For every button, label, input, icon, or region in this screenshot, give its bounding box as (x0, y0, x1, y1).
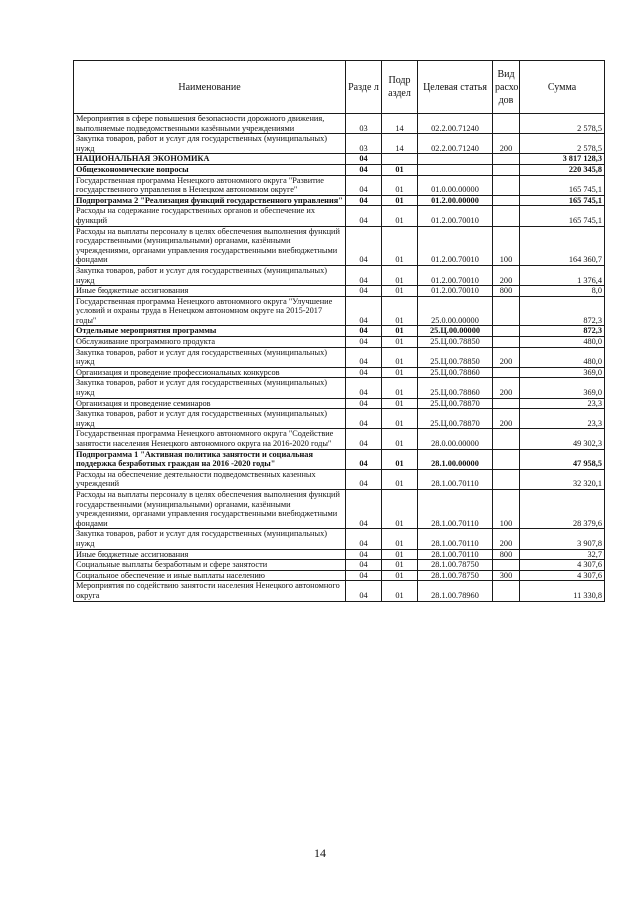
row-podrazdel: 01 (382, 378, 418, 398)
row-name: Подпрограмма 2 "Реализация функций государственного управления" (74, 195, 346, 206)
row-target: 25.Ц.00.78860 (418, 367, 493, 378)
row-vid (493, 175, 520, 195)
row-name: Закупка товаров, работ и услуг для государственных (муниципальных) нужд (74, 265, 346, 285)
row-vid (493, 337, 520, 348)
row-razdel: 04 (346, 429, 382, 449)
row-name: Расходы на содержание государственных органов и обеспечение их функций (74, 206, 346, 226)
table-row (74, 549, 605, 560)
row-razdel: 04 (346, 489, 382, 528)
row-razdel: 04 (346, 206, 382, 226)
row-vid: 200 (493, 409, 520, 429)
row-target: 01.2.00.70010 (418, 226, 493, 265)
row-razdel: 04 (346, 337, 382, 348)
row-target: 01.2.00.70010 (418, 286, 493, 297)
row-name: Иные бюджетные ассигнования (74, 286, 346, 297)
row-podrazdel: 14 (382, 134, 418, 154)
row-sum: 32,7 (520, 549, 605, 560)
row-target: 25.Ц.00.78870 (418, 409, 493, 429)
row-target: 28.1.00.00000 (418, 449, 493, 469)
row-sum: 480,0 (520, 337, 605, 348)
table-row (74, 489, 605, 528)
header-sum: Сумма (520, 61, 605, 114)
row-podrazdel: 01 (382, 286, 418, 297)
table-row (74, 347, 605, 367)
row-target: 25.Ц.00.78870 (418, 398, 493, 409)
row-vid (493, 296, 520, 326)
row-target: 01.2.00.70010 (418, 206, 493, 226)
row-target (418, 154, 493, 165)
table-row (74, 326, 605, 337)
row-sum: 3 817 128,3 (520, 154, 605, 165)
table-row (74, 570, 605, 581)
table-row (74, 296, 605, 326)
table-row (74, 265, 605, 285)
row-podrazdel: 01 (382, 226, 418, 265)
row-sum: 28 379,6 (520, 489, 605, 528)
row-vid: 200 (493, 347, 520, 367)
row-razdel: 04 (346, 326, 382, 337)
table-row (74, 560, 605, 571)
row-podrazdel: 01 (382, 367, 418, 378)
row-razdel: 04 (346, 469, 382, 489)
header-name: Наименование (74, 61, 346, 114)
row-target: 28.1.00.78960 (418, 581, 493, 601)
row-razdel: 04 (346, 175, 382, 195)
table-row (74, 114, 605, 134)
row-target: 28.1.00.70110 (418, 489, 493, 528)
row-podrazdel: 01 (382, 296, 418, 326)
row-name: Государственная программа Ненецкого автономного округа "Содействие занятости населения Ненецкого автономного округа на 2016-2020 годы" (74, 429, 346, 449)
row-name: Государственная программа Ненецкого автономного округа "Улучшение условий и охраны труда в Ненецком автономном округе на 2015-2017 годы" (74, 296, 346, 326)
row-razdel: 04 (346, 226, 382, 265)
row-razdel: 04 (346, 195, 382, 206)
row-podrazdel: 01 (382, 581, 418, 601)
row-sum: 4 307,6 (520, 560, 605, 571)
row-vid (493, 326, 520, 337)
row-name: Расходы на выплаты персоналу в целях обеспечения выполнения функций государственными (муниципальными) органами, казёнными учреждениями, органами управления государственными внебюджетными фондами (74, 489, 346, 528)
row-name: Расходы на обеспечение деятельности подведомственных казенных учреждений (74, 469, 346, 489)
row-vid: 800 (493, 549, 520, 560)
row-vid: 200 (493, 134, 520, 154)
row-sum: 165 745,1 (520, 206, 605, 226)
row-sum: 165 745,1 (520, 175, 605, 195)
table-row (74, 226, 605, 265)
row-podrazdel: 01 (382, 469, 418, 489)
table-row (74, 409, 605, 429)
table-row (74, 175, 605, 195)
row-name: Социальные выплаты безработным и сфере занятости (74, 560, 346, 571)
row-podrazdel: 01 (382, 206, 418, 226)
row-name: Иные бюджетные ассигнования (74, 549, 346, 560)
row-vid (493, 164, 520, 175)
row-sum: 2 578,5 (520, 134, 605, 154)
header-razdel: Разде л (346, 61, 382, 114)
row-vid: 200 (493, 529, 520, 549)
table-row (74, 286, 605, 297)
row-vid (493, 206, 520, 226)
row-sum: 32 320,1 (520, 469, 605, 489)
row-name: Общеэкономические вопросы (74, 164, 346, 175)
row-target: 25.0.00.00000 (418, 296, 493, 326)
table-row (74, 154, 605, 165)
row-sum: 47 958,5 (520, 449, 605, 469)
row-sum: 23,3 (520, 398, 605, 409)
row-vid (493, 449, 520, 469)
row-name: Организация и проведение семинаров (74, 398, 346, 409)
row-target: 25.Ц.00.78860 (418, 378, 493, 398)
row-target: 28.1.00.70110 (418, 469, 493, 489)
row-razdel: 04 (346, 378, 382, 398)
row-target: 01.2.00.00000 (418, 195, 493, 206)
table-row (74, 529, 605, 549)
row-razdel: 04 (346, 164, 382, 175)
table-row (74, 134, 605, 154)
row-podrazdel: 01 (382, 570, 418, 581)
row-vid: 800 (493, 286, 520, 297)
row-vid (493, 114, 520, 134)
row-vid (493, 398, 520, 409)
table-row (74, 398, 605, 409)
row-name: Закупка товаров, работ и услуг для государственных (муниципальных) нужд (74, 347, 346, 367)
row-target: 25.Ц.00.78850 (418, 337, 493, 348)
row-sum: 220 345,8 (520, 164, 605, 175)
row-podrazdel: 01 (382, 347, 418, 367)
row-podrazdel: 01 (382, 529, 418, 549)
table-row (74, 367, 605, 378)
row-sum: 872,3 (520, 296, 605, 326)
row-sum: 23,3 (520, 409, 605, 429)
row-vid: 100 (493, 489, 520, 528)
row-razdel: 04 (346, 560, 382, 571)
row-target: 28.0.00.00000 (418, 429, 493, 449)
row-razdel: 04 (346, 296, 382, 326)
row-razdel: 04 (346, 154, 382, 165)
row-target: 28.1.00.78750 (418, 570, 493, 581)
row-target: 02.2.00.71240 (418, 134, 493, 154)
row-target: 01.0.00.00000 (418, 175, 493, 195)
row-razdel: 03 (346, 134, 382, 154)
row-razdel: 04 (346, 570, 382, 581)
row-razdel: 04 (346, 286, 382, 297)
header-vid: Вид расхо дов (493, 61, 520, 114)
row-podrazdel: 01 (382, 449, 418, 469)
table-header (74, 61, 605, 114)
row-podrazdel: 01 (382, 409, 418, 429)
row-razdel: 04 (346, 265, 382, 285)
row-podrazdel: 01 (382, 326, 418, 337)
row-podrazdel: 01 (382, 560, 418, 571)
row-vid (493, 469, 520, 489)
row-name: Обслуживание программного продукта (74, 337, 346, 348)
table-row (74, 164, 605, 175)
row-podrazdel: 01 (382, 337, 418, 348)
row-sum: 369,0 (520, 367, 605, 378)
row-name: Закупка товаров, работ и услуг для государственных (муниципальных) нужд (74, 378, 346, 398)
row-name: Государственная программа Ненецкого автономного округа "Развитие государственного управления в Ненецком автономном округе" (74, 175, 346, 195)
row-vid (493, 581, 520, 601)
row-razdel: 04 (346, 398, 382, 409)
row-target: 25.Ц.00.78850 (418, 347, 493, 367)
row-podrazdel: 01 (382, 164, 418, 175)
row-podrazdel: 01 (382, 195, 418, 206)
table-row (74, 449, 605, 469)
row-vid (493, 195, 520, 206)
page-number: 14 (314, 846, 326, 860)
header-target: Целевая статья (418, 61, 493, 114)
table-body (74, 114, 605, 602)
row-sum: 164 360,7 (520, 226, 605, 265)
row-podrazdel (382, 154, 418, 165)
row-podrazdel: 14 (382, 114, 418, 134)
row-name: Расходы на выплаты персоналу в целях обеспечения выполнения функций государственными (муниципальными) органами, казёнными учреждениями, органами управления государственными внебюджетными фондами (74, 226, 346, 265)
row-vid: 300 (493, 570, 520, 581)
row-target (418, 164, 493, 175)
row-target: 02.2.00.71240 (418, 114, 493, 134)
row-target: 28.1.00.70110 (418, 529, 493, 549)
row-vid (493, 154, 520, 165)
header-podrazdel: Подр аздел (382, 61, 418, 114)
row-target: 28.1.00.70110 (418, 549, 493, 560)
budget-table (73, 60, 605, 602)
row-sum: 11 330,8 (520, 581, 605, 601)
table-row (74, 429, 605, 449)
row-podrazdel: 01 (382, 265, 418, 285)
row-razdel: 04 (346, 529, 382, 549)
row-target: 01.2.00.70010 (418, 265, 493, 285)
row-sum: 3 907,8 (520, 529, 605, 549)
row-podrazdel: 01 (382, 175, 418, 195)
row-podrazdel: 01 (382, 489, 418, 528)
row-razdel: 04 (346, 549, 382, 560)
row-razdel: 04 (346, 347, 382, 367)
row-name: Социальное обеспечение и иные выплаты населению (74, 570, 346, 581)
table-row (74, 337, 605, 348)
row-sum: 480,0 (520, 347, 605, 367)
row-vid: 200 (493, 378, 520, 398)
row-vid (493, 367, 520, 378)
row-sum: 872,3 (520, 326, 605, 337)
row-sum: 165 745,1 (520, 195, 605, 206)
row-podrazdel: 01 (382, 549, 418, 560)
row-sum: 1 376,4 (520, 265, 605, 285)
row-name: Отдельные мероприятия программы (74, 326, 346, 337)
row-razdel: 03 (346, 114, 382, 134)
row-name: Закупка товаров, работ и услуг для государственных (муниципальных) нужд (74, 409, 346, 429)
row-vid: 200 (493, 265, 520, 285)
row-sum: 4 307,6 (520, 570, 605, 581)
table-row (74, 195, 605, 206)
row-razdel: 04 (346, 367, 382, 378)
row-name: Закупка товаров, работ и услуг для государственных (муниципальных) нужд (74, 529, 346, 549)
row-vid (493, 560, 520, 571)
row-target: 28.1.00.78750 (418, 560, 493, 571)
row-podrazdel: 01 (382, 398, 418, 409)
row-name: НАЦИОНАЛЬНАЯ ЭКОНОМИКА (74, 154, 346, 165)
row-razdel: 04 (346, 449, 382, 469)
row-podrazdel: 01 (382, 429, 418, 449)
row-name: Подпрограмма 1 "Активная политика занятости и социальная поддержка безработных граждан на 2016 -2020 годы" (74, 449, 346, 469)
row-name: Закупка товаров, работ и услуг для государственных (муниципальных) нужд (74, 134, 346, 154)
table-row (74, 378, 605, 398)
table-row (74, 206, 605, 226)
row-razdel: 04 (346, 581, 382, 601)
row-name: Организация и проведение профессиональных конкурсов (74, 367, 346, 378)
table-row (74, 469, 605, 489)
row-name: Мероприятия в сфере повышения безопасности дорожного движения, выполняемые подведомственными казёнными учреждениями (74, 114, 346, 134)
row-razdel: 04 (346, 409, 382, 429)
row-sum: 8,0 (520, 286, 605, 297)
row-name: Мероприятия по содействию занятости населения Ненецкого автономного округа (74, 581, 346, 601)
row-sum: 2 578,5 (520, 114, 605, 134)
row-sum: 369,0 (520, 378, 605, 398)
row-vid (493, 429, 520, 449)
table-row (74, 581, 605, 601)
row-vid: 100 (493, 226, 520, 265)
row-sum: 49 302,3 (520, 429, 605, 449)
row-target: 25.Ц.00.00000 (418, 326, 493, 337)
